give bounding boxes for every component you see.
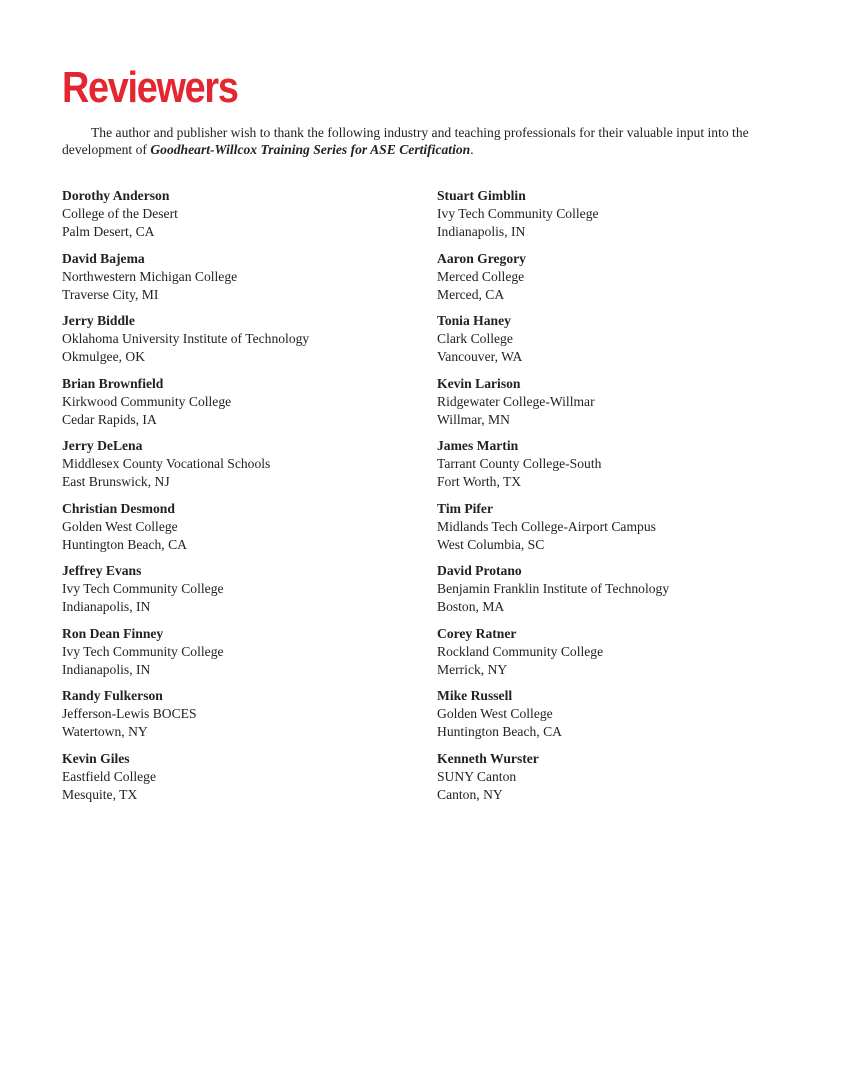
reviewer-location: Fort Worth, TX <box>437 474 522 489</box>
reviewer-entry <box>437 187 802 250</box>
intro-paragraph <box>62 124 792 158</box>
reviewer-entry <box>437 625 802 688</box>
reviewer-name: Christian Desmond <box>62 500 175 516</box>
reviewer-institution: Merced College <box>437 268 525 284</box>
reviewer-name: Randy Fulkerson <box>62 688 163 703</box>
reviewer-institution: Eastfield College <box>62 768 156 784</box>
reviewer-institution: Benjamin Franklin Institute of Technology <box>437 581 670 596</box>
reviewer-name: Jerry Biddle <box>62 313 135 328</box>
reviewer-institution: Oklahoma University Institute of Technology <box>62 331 310 346</box>
reviewer-institution: SUNY Canton <box>437 768 517 784</box>
reviewer-name: Kevin Larison <box>437 375 521 391</box>
reviewer-entry <box>437 562 802 625</box>
reviewer-location: Boston, MA <box>437 599 505 614</box>
reviewer-institution: College of the Desert <box>62 206 178 221</box>
reviewer-institution: Golden West College <box>62 518 178 534</box>
reviewer-location: Merced, CA <box>437 286 505 302</box>
book-title: Goodheart-Willcox Training Series for ASE Certification <box>150 142 471 157</box>
reviewer-institution: Northwestern Michigan College <box>62 268 238 284</box>
reviewer-entry <box>62 312 437 375</box>
reviewer-name: Jerry DeLena <box>62 438 143 453</box>
reviewer-entry <box>437 250 802 313</box>
reviewer-institution: Golden West College <box>437 706 553 721</box>
reviewer-entry <box>62 750 437 813</box>
reviewer-name: Tim Pifer <box>437 500 493 516</box>
reviewer-list <box>62 187 802 812</box>
intro-text: The author and publisher wish to thank the following industry and teaching professionals for their valuable input into the development of <box>62 125 749 157</box>
reviewer-entry <box>437 687 802 750</box>
reviewer-entry <box>62 375 437 438</box>
reviewer-name: Brian Brownfield <box>62 375 164 391</box>
reviewer-location: East Brunswick, NJ <box>62 474 170 489</box>
reviewer-name: Ron Dean Finney <box>62 625 164 641</box>
intro-end: . <box>470 142 474 157</box>
reviewer-location: Huntington Beach, CA <box>437 724 562 739</box>
reviewer-entry <box>62 625 437 688</box>
reviewer-name: Mike Russell <box>437 688 513 703</box>
reviewer-institution: Midlands Tech College-Airport Campus <box>437 518 656 534</box>
reviewer-location: Indianapolis, IN <box>62 661 151 677</box>
reviewer-location: Indianapolis, IN <box>62 599 151 614</box>
reviewer-location: Indianapolis, IN <box>437 224 526 239</box>
reviewer-entry <box>437 312 802 375</box>
reviewer-location: Cedar Rapids, IA <box>62 411 157 427</box>
reviewer-entry <box>62 687 437 750</box>
reviewer-entry <box>62 187 437 250</box>
reviewer-name: Stuart Gimblin <box>437 188 526 203</box>
reviewer-name: Tonia Haney <box>437 313 511 328</box>
reviewer-institution: Ridgewater College-Willmar <box>437 393 595 409</box>
reviewer-entry <box>62 437 437 500</box>
reviewer-name: Dorothy Anderson <box>62 188 170 203</box>
reviewer-location: Willmar, MN <box>437 411 510 427</box>
reviewer-entry <box>437 437 802 500</box>
reviewer-institution: Jefferson-Lewis BOCES <box>62 706 197 721</box>
reviewer-name: Kenneth Wurster <box>437 750 539 766</box>
reviewer-institution: Tarrant County College-South <box>437 456 602 471</box>
reviewer-entry <box>62 500 437 563</box>
reviewer-name: Aaron Gregory <box>437 250 526 266</box>
reviewer-location: Okmulgee, OK <box>62 349 146 364</box>
reviewer-location: Palm Desert, CA <box>62 224 155 239</box>
reviewer-location: Canton, NY <box>437 786 503 802</box>
reviewer-entry <box>62 250 437 313</box>
reviewer-location: Merrick, NY <box>437 661 508 677</box>
reviewer-location: Traverse City, MI <box>62 286 159 302</box>
reviewer-institution: Clark College <box>437 331 513 346</box>
reviewer-entry <box>437 500 802 563</box>
reviewer-entry <box>437 375 802 438</box>
reviewer-location: Watertown, NY <box>62 724 148 739</box>
reviewer-name: Corey Ratner <box>437 625 517 641</box>
reviewer-institution: Middlesex County Vocational Schools <box>62 456 271 471</box>
reviewer-location: Vancouver, WA <box>437 349 523 364</box>
reviewer-name: James Martin <box>437 438 519 453</box>
reviewer-institution: Kirkwood Community College <box>62 393 232 409</box>
reviewer-name: David Bajema <box>62 250 145 266</box>
reviewer-location: Huntington Beach, CA <box>62 536 187 552</box>
reviewer-name: Kevin Giles <box>62 750 130 766</box>
reviewer-entry <box>62 562 437 625</box>
reviewer-location: West Columbia, SC <box>437 536 545 552</box>
page-title: Reviewers <box>62 63 238 112</box>
reviewer-name: Jeffrey Evans <box>62 563 142 578</box>
reviewer-institution: Ivy Tech Community College <box>62 643 224 659</box>
reviewer-institution: Ivy Tech Community College <box>437 206 599 221</box>
reviewer-name: David Protano <box>437 563 522 578</box>
reviewer-entry <box>437 750 802 813</box>
reviewer-institution: Ivy Tech Community College <box>62 581 224 596</box>
reviewer-institution: Rockland Community College <box>437 643 604 659</box>
reviewer-location: Mesquite, TX <box>62 786 138 802</box>
